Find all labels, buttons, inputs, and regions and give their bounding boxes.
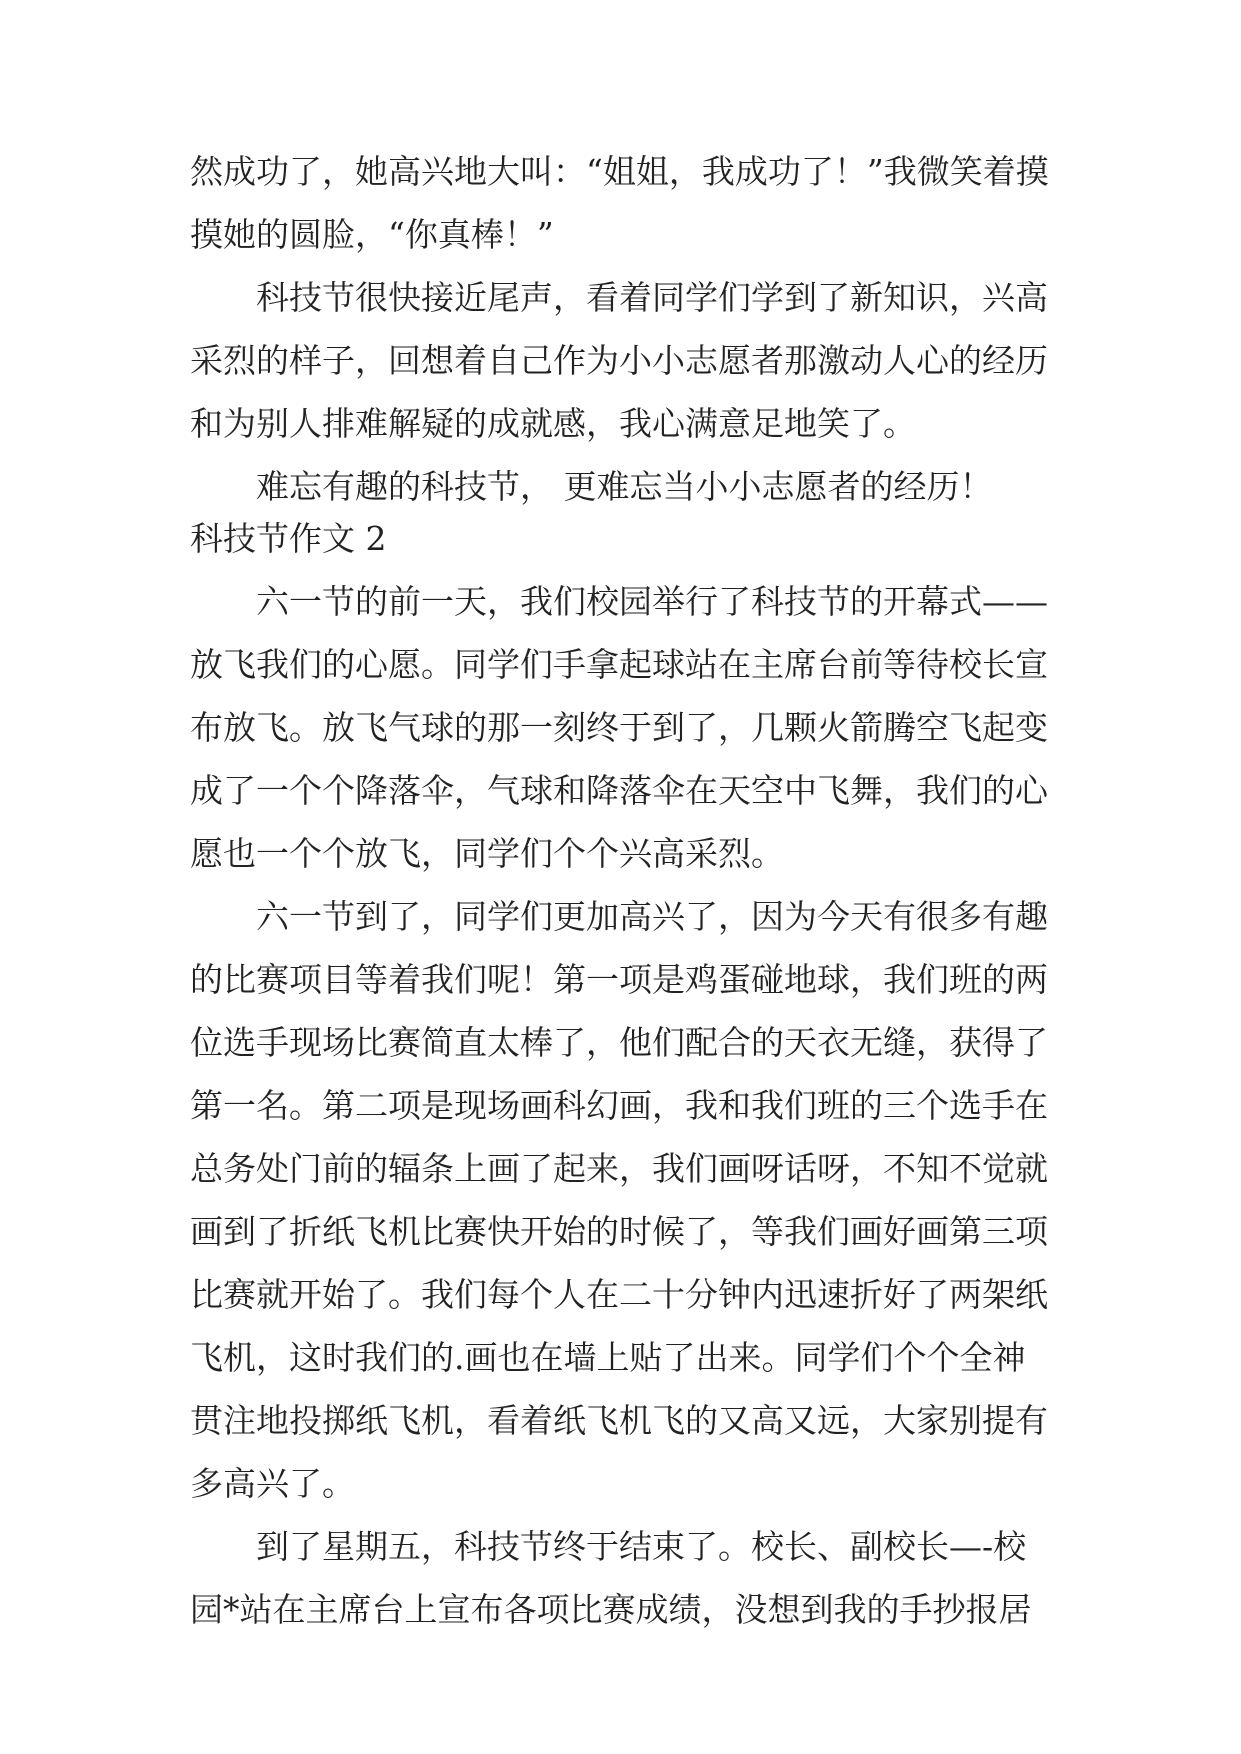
text-line: 然成功了，她高兴地大叫：“姐姐，我成功了！”我微笑着摸 <box>190 152 1049 191</box>
text-line: 第一名。第二项是现场画科幻画，我和我们班的三个选手在 <box>190 1086 1048 1125</box>
text-line: 画到了折纸飞机比赛快开始的时候了，等我们画好画第三项 <box>190 1212 1048 1251</box>
text-line: 位选手现场比赛简直太棒了，他们配合的天衣无缝，获得了 <box>190 1023 1048 1062</box>
text-line: 总务处门前的辐条上画了起来，我们画呀话呀，不知不觉就 <box>190 1149 1048 1188</box>
paragraph-start-line: 六一节到了，同学们更加高兴了，因为今天有很多有趣 <box>256 897 1048 936</box>
text-line: 园*站在主席台上宣布各项比赛成绩，没想到我的手抄报居 <box>190 1590 1032 1629</box>
text-line: 放飞我们的心愿。同学们手拿起球站在主席台前等待校长宣 <box>190 645 1048 684</box>
text-line: 飞机，这时我们的.画也在墙上贴了出来。同学们个个全神 <box>190 1338 1026 1377</box>
text-line: 采烈的样子，回想着自己作为小小志愿者那激动人心的经历 <box>190 341 1048 380</box>
text-line: 和为别人排难解疑的成就感，我心满意足地笑了。 <box>190 404 916 443</box>
text-line: 成了一个个降落伞，气球和降落伞在天空中飞舞，我们的心 <box>190 771 1048 810</box>
text-line: 贯注地投掷纸飞机，看着纸飞机飞的又高又远，大家别提有 <box>190 1401 1048 1440</box>
paragraph-start-line: 科技节很快接近尾声，看着同学们学到了新知识，兴高 <box>256 278 1048 317</box>
paragraph-start-line: 到了星期五，科技节终于结束了。校长、副校长—-校 <box>256 1527 1027 1566</box>
text-line: 摸她的圆脸，“你真棒！” <box>190 215 554 254</box>
text-line: 的比赛项目等着我们呢！第一项是鸡蛋碰地球，我们班的两 <box>190 960 1048 999</box>
text-line: 布放飞。放飞气球的那一刻终于到了，几颗火箭腾空飞起变 <box>190 708 1048 747</box>
section-heading: 科技节作文 2 <box>190 519 387 558</box>
paragraph-start-line: 难忘有趣的科技节， 更难忘当小小志愿者的经历！ <box>256 467 993 506</box>
text-line: 多高兴了。 <box>190 1464 355 1503</box>
text-line: 愿也一个个放飞，同学们个个兴高采烈。 <box>190 834 784 873</box>
text-line: 比赛就开始了。我们每个人在二十分钟内迅速折好了两架纸 <box>190 1275 1048 1314</box>
paragraph-start-line: 六一节的前一天，我们校园举行了科技节的开幕式—— <box>256 582 1048 621</box>
